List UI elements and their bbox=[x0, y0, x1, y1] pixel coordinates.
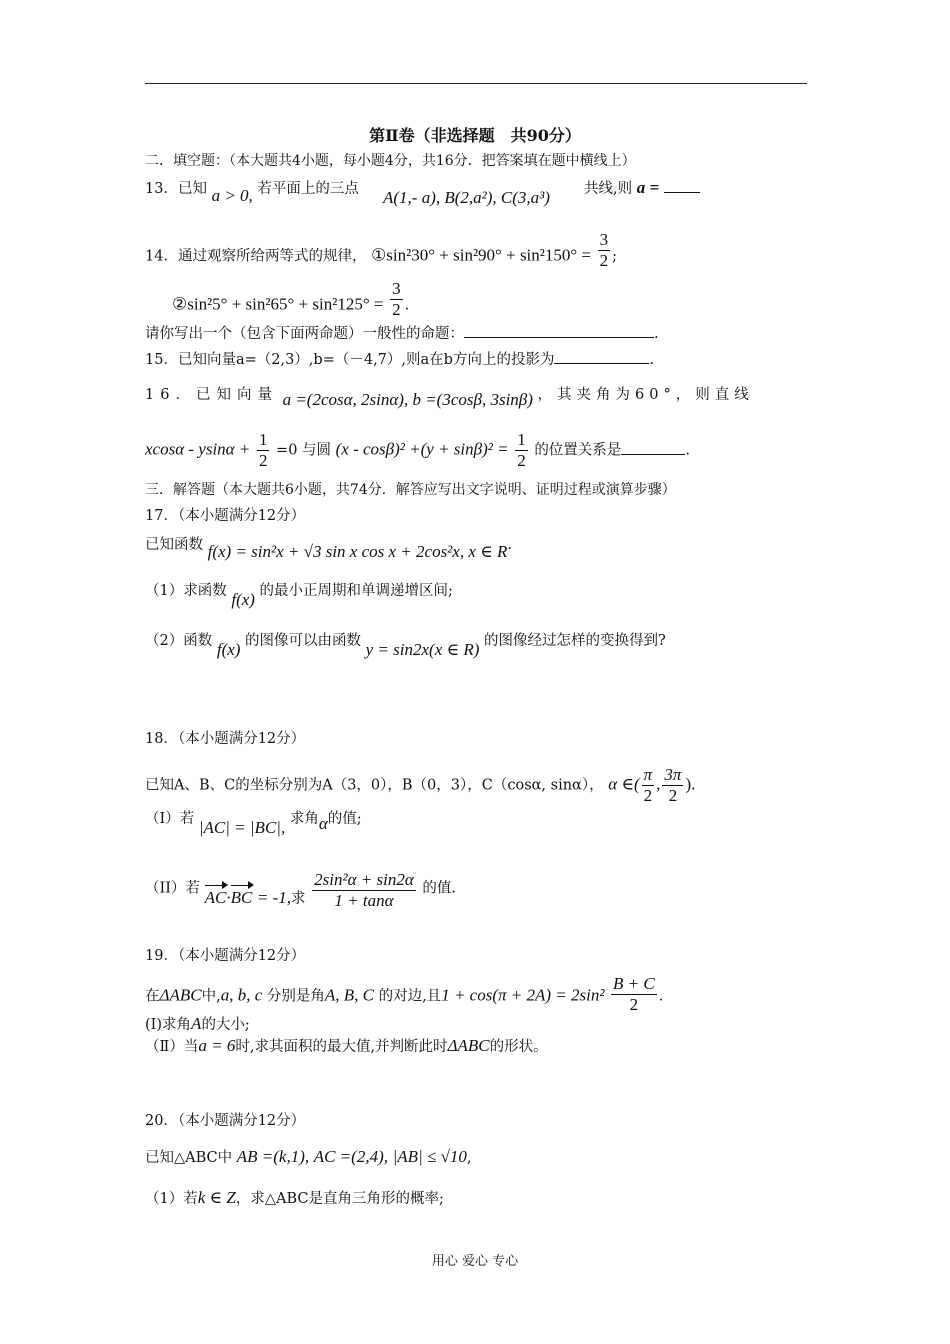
q15-text: 15．已知向量a=（2,3）,b=（－4,7）,则a在b方向上的投影为 bbox=[145, 352, 555, 368]
q18-p2-num: 2sin²α + sin2α bbox=[314, 870, 414, 889]
q18-p2-den: 1 + tanα bbox=[312, 890, 416, 911]
q17-p2c: 的图像经过怎样的变换得到? bbox=[484, 633, 666, 649]
q19-p1a: (I)求角 bbox=[145, 1017, 192, 1033]
q18-vec-bc: BC bbox=[230, 887, 253, 907]
q19-p1b: 的大小; bbox=[201, 1017, 250, 1033]
q13-text: 若平面上的三点 bbox=[257, 181, 359, 197]
q16-half2-num: 1 bbox=[517, 430, 526, 449]
q14-intro: 14．通过观察所给两等式的规律， bbox=[145, 248, 367, 265]
q17-p1-f: f(x) bbox=[231, 590, 255, 609]
q13-num: 13．已知 bbox=[145, 181, 207, 197]
q20-p1-math: k ∈ Z bbox=[197, 1188, 236, 1207]
q16-circle: (x - cosβ)² +(y + sinβ)² = bbox=[335, 439, 509, 459]
q13-points: A(1,- a), B(2,a²), C(3,a³) bbox=[383, 188, 550, 207]
q17-function: f(x) = sin²x + √3 sin x cos x + 2cos²x, x ∈ R bbox=[207, 542, 508, 561]
q18-p2c: 的值. bbox=[422, 880, 456, 897]
q19-given-line bbox=[145, 976, 663, 1017]
q14-frac2-den: 2 bbox=[392, 300, 401, 319]
top-rule bbox=[145, 83, 807, 84]
q13-cond: a > 0, bbox=[211, 186, 253, 205]
q17-part1 bbox=[145, 580, 453, 609]
q18-part2: （II）若 AC·BC = -1,求 $\frac{\text{2sin²α + sin2α}}{1 + \tan\alpha}$ 的值. bbox=[145, 870, 456, 910]
q18-p1b: 求角 bbox=[289, 811, 319, 827]
q20-ab: AB =(k,1), bbox=[236, 1147, 310, 1166]
q14-frac2-num: 3 bbox=[392, 279, 401, 298]
q17-p1b: 的最小正周期和单调递增区间; bbox=[259, 583, 453, 599]
q16-half2-den: 2 bbox=[517, 451, 526, 470]
question-14-line2 bbox=[172, 279, 410, 326]
page-footer: 用心 爱心 专心 bbox=[431, 1254, 519, 1269]
q19-p2-tri: ΔABC bbox=[447, 1036, 490, 1055]
q19-p2a: （Ⅱ）当 bbox=[145, 1039, 199, 1055]
q19-frac bbox=[611, 974, 657, 1015]
question-16-line2 bbox=[145, 430, 690, 471]
q19-gb: 中, bbox=[201, 988, 221, 1005]
question-16-line1 bbox=[145, 384, 754, 409]
q14-answer-blank bbox=[464, 323, 654, 338]
q18-given-line: 已知A、B、C的坐标分别为A（3，0），B（0，3），C（cosα, sinα）， α ∈( $\frac{\pi}{2}$ , $\frac{3\pi}{2}$ ). bbox=[145, 765, 696, 805]
q19-part2 bbox=[145, 1036, 548, 1057]
q16-eq0: =0 与圆 bbox=[276, 442, 332, 459]
q19-part1 bbox=[145, 1014, 250, 1035]
question-13 bbox=[145, 178, 359, 205]
q18-two-b: 2 bbox=[662, 785, 683, 806]
q13-answer-label: a = bbox=[636, 178, 660, 197]
q16-half-num: 1 bbox=[258, 430, 268, 449]
q20-p1b: ，求△ABC是直角三角形的概率; bbox=[235, 1191, 444, 1207]
q14-frac1 bbox=[598, 230, 611, 271]
q19-ga: 在 bbox=[145, 988, 160, 1005]
q17-head: 17．（本小题满分12分） bbox=[145, 508, 306, 524]
q19-angles: A, B, C bbox=[324, 985, 374, 1005]
q18-p1c: 的值; bbox=[327, 811, 362, 827]
q18-p1-alpha: α bbox=[318, 814, 328, 833]
q14-frac2 bbox=[390, 279, 403, 320]
q18-pi: π bbox=[643, 765, 653, 784]
q20-part1 bbox=[145, 1188, 444, 1209]
q20-p1a: （1）若 bbox=[145, 1191, 198, 1207]
q16-tail: 的位置关系是 bbox=[534, 442, 622, 459]
q20-head: 20．（本小题满分12分） bbox=[145, 1113, 306, 1129]
q18-vec-ac: AC bbox=[204, 887, 227, 907]
q17-p1a: （1）求函数 bbox=[145, 583, 227, 599]
q19-p2-eq: a = 6 bbox=[198, 1036, 236, 1055]
q18-p1-math: |AC| = |BC|, bbox=[198, 818, 286, 837]
q20-end: , bbox=[466, 1150, 472, 1166]
q19-eq: 1 + cos(π + 2A) = 2sin² bbox=[441, 985, 605, 1005]
q17-part2 bbox=[145, 630, 666, 659]
q18-frac-3pi2 bbox=[662, 765, 683, 806]
q17-given-line bbox=[145, 534, 512, 561]
q19-frac-num: B + C bbox=[613, 974, 655, 993]
q17-p2-f: f(x) bbox=[216, 640, 241, 659]
q14-dot: . bbox=[404, 297, 410, 314]
q16-line-eq: xcosα - ysinα + bbox=[145, 439, 251, 459]
question-14-line1 bbox=[145, 230, 618, 277]
q17-p2b: 的图像可以由函数 bbox=[245, 633, 362, 649]
q14-eq2: ②sin²5° + sin²65° + sin²125° = bbox=[172, 294, 384, 314]
q19-head: 19．（本小题满分12分） bbox=[145, 948, 306, 964]
q16-mid: ，其夹角为60°，则直线 bbox=[537, 387, 754, 403]
q15-end: . bbox=[649, 352, 655, 368]
q17-given: 已知函数 bbox=[145, 537, 203, 553]
q18-two-a: 2 bbox=[642, 785, 655, 806]
q19-end: . bbox=[658, 988, 664, 1005]
q18-range-a: α ∈( bbox=[608, 774, 640, 794]
q18-three-pi: 3π bbox=[664, 765, 682, 784]
question-15 bbox=[145, 349, 654, 370]
q13-tail: 共线,则 bbox=[584, 181, 633, 197]
q18-p2b: 求 bbox=[291, 890, 306, 907]
q14-frac1-num: 3 bbox=[599, 230, 609, 249]
q18-frac-pi2 bbox=[642, 765, 655, 806]
q14-ask: 请你写出一个（包含下面两命题）一般性的命题： bbox=[145, 326, 464, 342]
q20-ac: AC =(2,4), bbox=[313, 1147, 389, 1166]
q18-p2-frac bbox=[312, 870, 416, 911]
q19-gd: 的对边,且 bbox=[378, 988, 442, 1005]
q19-tri: ΔABC bbox=[159, 985, 202, 1005]
q16-end: . bbox=[685, 442, 690, 459]
q18-given: 已知A、B、C的坐标分别为A（3，0），B（0，3），C（cosα, sinα）， bbox=[145, 777, 604, 794]
q17-end: . bbox=[507, 537, 512, 553]
q17-p2a: （2）函数 bbox=[145, 633, 213, 649]
q14-eq1: ①sin²30° + sin²90° + sin²150° = bbox=[371, 245, 592, 265]
q18-head: 18．（本小题满分12分） bbox=[145, 731, 306, 747]
q13-points-line bbox=[383, 188, 550, 209]
part3-header: 三．解答题（本大题共6小题，共74分．解答应写出文字说明、证明过程或演算步骤） bbox=[145, 482, 676, 498]
q18-part1 bbox=[145, 808, 362, 837]
q14-frac1-den: 2 bbox=[599, 251, 609, 270]
q15-answer-blank bbox=[554, 349, 649, 364]
q18-range-b: ). bbox=[685, 774, 696, 794]
q13-tail-line bbox=[584, 178, 700, 199]
q18-p2-eq: = -1, bbox=[256, 887, 292, 907]
q16-half bbox=[257, 430, 270, 471]
part2-header: 二．填空题：（本大题共4小题，每小题4分，共16分．把答案填在题中横线上） bbox=[145, 153, 636, 169]
q18-p1a: （I）若 bbox=[145, 811, 195, 827]
section-title: 第Ⅱ卷（非选择题 共90分） bbox=[369, 126, 581, 145]
q16-half2 bbox=[515, 430, 528, 471]
q19-p2b: 时,求其面积的最大值,并判断此时 bbox=[235, 1039, 448, 1055]
q16-vectors: a =(2cosα, 2sinα), b =(3cosβ, 3sinβ) bbox=[282, 390, 533, 409]
q16-lead: 16．已知向量 bbox=[145, 387, 278, 403]
q19-p2c: 的形状。 bbox=[489, 1039, 548, 1055]
q16-half-den: 2 bbox=[258, 451, 268, 470]
q20-given-line bbox=[145, 1147, 472, 1168]
q14-semicolon: ; bbox=[612, 248, 618, 265]
q20-given: 已知△ABC中 bbox=[145, 1150, 233, 1166]
q19-p1-A: A bbox=[191, 1014, 202, 1033]
q19-frac-den: 2 bbox=[611, 994, 657, 1015]
q18-p2a: （II）若 bbox=[145, 880, 200, 897]
q13-answer-blank bbox=[664, 178, 700, 193]
q19-gc: 分别是角 bbox=[266, 988, 325, 1005]
q16-answer-blank bbox=[621, 440, 685, 455]
q14-ask-end: . bbox=[654, 326, 659, 342]
q20-cond: |AB| ≤ √10 bbox=[392, 1147, 467, 1166]
q17-p2-g: y = sin2x(x ∈ R) bbox=[365, 640, 480, 659]
q19-abc: a, b, c bbox=[220, 985, 263, 1005]
q14-ask-line bbox=[145, 323, 659, 344]
